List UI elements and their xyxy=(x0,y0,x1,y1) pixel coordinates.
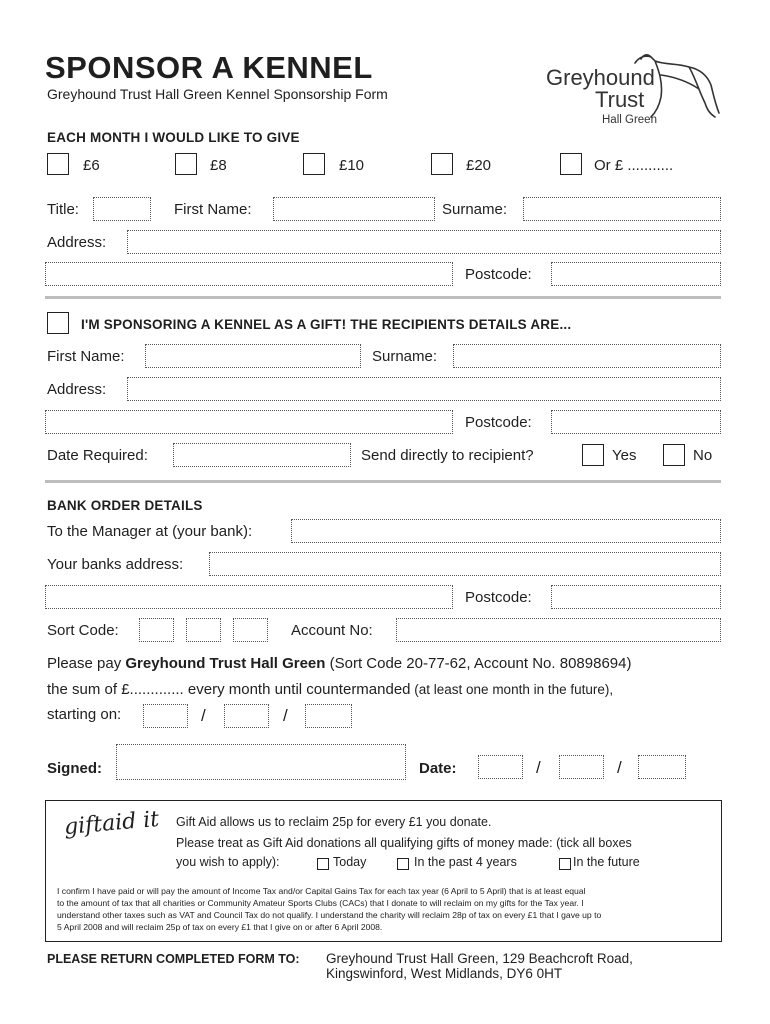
return-address-line2: Kingswinford, West Midlands, DY6 0HT xyxy=(326,966,563,981)
return-address-line1: Greyhound Trust Hall Green, 129 Beachcroft Road, xyxy=(326,951,633,966)
please-pay-prefix: Please pay xyxy=(47,655,126,672)
send-direct-label: Send directly to recipient? xyxy=(361,447,534,464)
sign-day-field[interactable] xyxy=(478,755,523,779)
amount-8-checkbox[interactable] xyxy=(175,153,197,175)
sum-note: (at least one month in the future), xyxy=(410,682,614,697)
bank-postcode-field[interactable] xyxy=(551,585,721,609)
recipient-postcode-field[interactable] xyxy=(551,410,721,434)
start-day-field[interactable] xyxy=(143,704,188,728)
amount-other-checkbox[interactable] xyxy=(560,153,582,175)
recipient-address-field-line1[interactable] xyxy=(127,377,721,401)
starting-on-label: starting on: xyxy=(47,706,122,723)
bank-address-field-line2[interactable] xyxy=(45,585,453,609)
giftaid-future-checkbox[interactable] xyxy=(559,858,571,870)
return-label: PLEASE RETURN COMPLETED FORM TO: xyxy=(47,952,300,966)
bank-address-field-line1[interactable] xyxy=(209,552,721,576)
account-no-field[interactable] xyxy=(396,618,721,642)
surname-field[interactable] xyxy=(523,197,721,221)
recipient-address-label: Address: xyxy=(47,381,107,398)
gift-heading: I'M SPONSORING A KENNEL AS A GIFT! THE RECIPIENTS DETAILS ARE... xyxy=(81,317,572,332)
address-field-line2[interactable] xyxy=(45,262,453,286)
recipient-postcode-label: Postcode: xyxy=(465,414,532,431)
giftaid-declaration-3: understand other taxes such as VAT and Council Tax do not qualify. I understand the charity will reclaim 28p of tax on every £1 that I gave up to xyxy=(57,910,602,920)
giftaid-declaration-2: to the amount of tax that all charities or Community Amateur Sports Clubs (CACs) that I donate to will reclaim on my gifts for the Tax year. I xyxy=(57,898,584,908)
sort-code-label: Sort Code: xyxy=(47,622,119,639)
recipient-first-name-label: First Name: xyxy=(47,348,125,365)
sort-code-field-1[interactable] xyxy=(139,618,174,642)
start-year-field[interactable] xyxy=(305,704,352,728)
sum-text xyxy=(47,681,613,698)
giftaid-future-label: In the future xyxy=(573,855,640,869)
recipient-surname-label: Surname: xyxy=(372,348,438,365)
recipient-surname-field[interactable] xyxy=(453,344,721,368)
send-direct-yes-checkbox[interactable] xyxy=(582,444,604,466)
sign-month-field[interactable] xyxy=(559,755,604,779)
giftaid-line1: Gift Aid allows us to reclaim 25p for every £1 you donate. xyxy=(176,815,492,829)
section-divider xyxy=(45,296,721,299)
giftaid-box xyxy=(45,800,722,942)
payee-name: Greyhound Trust Hall Green xyxy=(125,655,326,672)
send-direct-yes-label: Yes xyxy=(612,447,637,464)
account-no-label: Account No: xyxy=(291,622,373,639)
sign-date-separator-2: / xyxy=(617,758,622,777)
signature-field[interactable] xyxy=(116,744,406,780)
section-divider-2 xyxy=(45,480,721,483)
address-field-line1[interactable] xyxy=(127,230,721,254)
sum-text-main: the sum of £............. every month until countermanded xyxy=(47,681,411,698)
amount-20-label: £20 xyxy=(466,157,492,174)
giftaid-today-checkbox[interactable] xyxy=(317,858,329,870)
bank-manager-field[interactable] xyxy=(291,519,721,543)
giftaid-logo: giftaid it xyxy=(63,806,161,841)
sign-year-field[interactable] xyxy=(638,755,686,779)
greyhound-trust-logo xyxy=(540,45,725,130)
address-label: Address: xyxy=(47,234,107,251)
giftaid-line2: Please treat as Gift Aid donations all qualifying gifts of money made: (tick all boxes xyxy=(176,836,632,850)
gift-checkbox[interactable] xyxy=(47,312,69,334)
giftaid-past-checkbox[interactable] xyxy=(397,858,409,870)
postcode-field[interactable] xyxy=(551,262,721,286)
first-name-field[interactable] xyxy=(273,197,435,221)
first-name-label: First Name: xyxy=(174,201,252,218)
signed-label: Signed: xyxy=(47,760,102,777)
giftaid-today-label: Today xyxy=(333,855,367,869)
giftaid-declaration-4: 5 April 2008 and will reclaim 25p of tax on every £1 that I give on or after 6 April 2008. xyxy=(57,922,383,932)
logo-greyhound-text: Greyhound xyxy=(546,65,655,90)
recipient-address-field-line2[interactable] xyxy=(45,410,453,434)
send-direct-no-label: No xyxy=(693,447,713,464)
logo-trust-text: Trust xyxy=(595,87,645,112)
sort-code-field-2[interactable] xyxy=(186,618,221,642)
start-date-separator-2: / xyxy=(283,706,288,725)
recipient-first-name-field[interactable] xyxy=(145,344,361,368)
amount-20-checkbox[interactable] xyxy=(431,153,453,175)
postcode-label: Postcode: xyxy=(465,266,532,283)
payee-details: (Sort Code 20-77-62, Account No. 80898694) xyxy=(325,655,632,672)
giftaid-line3: you wish to apply): xyxy=(176,855,280,869)
title-label: Title: xyxy=(47,201,79,218)
date-required-field[interactable] xyxy=(173,443,351,467)
giftaid-past-label: In the past 4 years xyxy=(414,855,517,869)
start-month-field[interactable] xyxy=(224,704,269,728)
amount-8-label: £8 xyxy=(210,157,227,174)
amount-6-label: £6 xyxy=(83,157,100,174)
title-field[interactable] xyxy=(93,197,151,221)
date-required-label: Date Required: xyxy=(47,447,148,464)
sign-date-separator-1: / xyxy=(536,758,541,777)
bank-manager-label: To the Manager at (your bank): xyxy=(47,523,253,540)
monthly-heading: EACH MONTH I WOULD LIKE TO GIVE xyxy=(47,130,300,145)
amount-10-label: £10 xyxy=(339,157,365,174)
sort-code-field-3[interactable] xyxy=(233,618,268,642)
bank-address-label: Your banks address: xyxy=(47,556,184,573)
bank-postcode-label: Postcode: xyxy=(465,589,532,606)
surname-label: Surname: xyxy=(442,201,508,218)
amount-other-label: Or £ ........... xyxy=(594,157,674,174)
bank-heading: BANK ORDER DETAILS xyxy=(47,498,203,513)
page-title: SPONSOR A KENNEL xyxy=(45,50,373,85)
amount-6-checkbox[interactable] xyxy=(47,153,69,175)
amount-10-checkbox[interactable] xyxy=(303,153,325,175)
start-date-separator-1: / xyxy=(201,706,206,725)
logo-hall-green-text: Hall Green xyxy=(602,114,657,126)
giftaid-declaration-1: I confirm I have paid or will pay the amount of Income Tax and/or Capital Gains Tax for each tax year (6 April to 5 April) that is at least equal xyxy=(57,886,586,896)
sign-date-label: Date: xyxy=(419,760,457,777)
send-direct-no-checkbox[interactable] xyxy=(663,444,685,466)
page-subtitle: Greyhound Trust Hall Green Kennel Sponsorship Form xyxy=(47,86,388,102)
please-pay-text xyxy=(47,655,631,672)
